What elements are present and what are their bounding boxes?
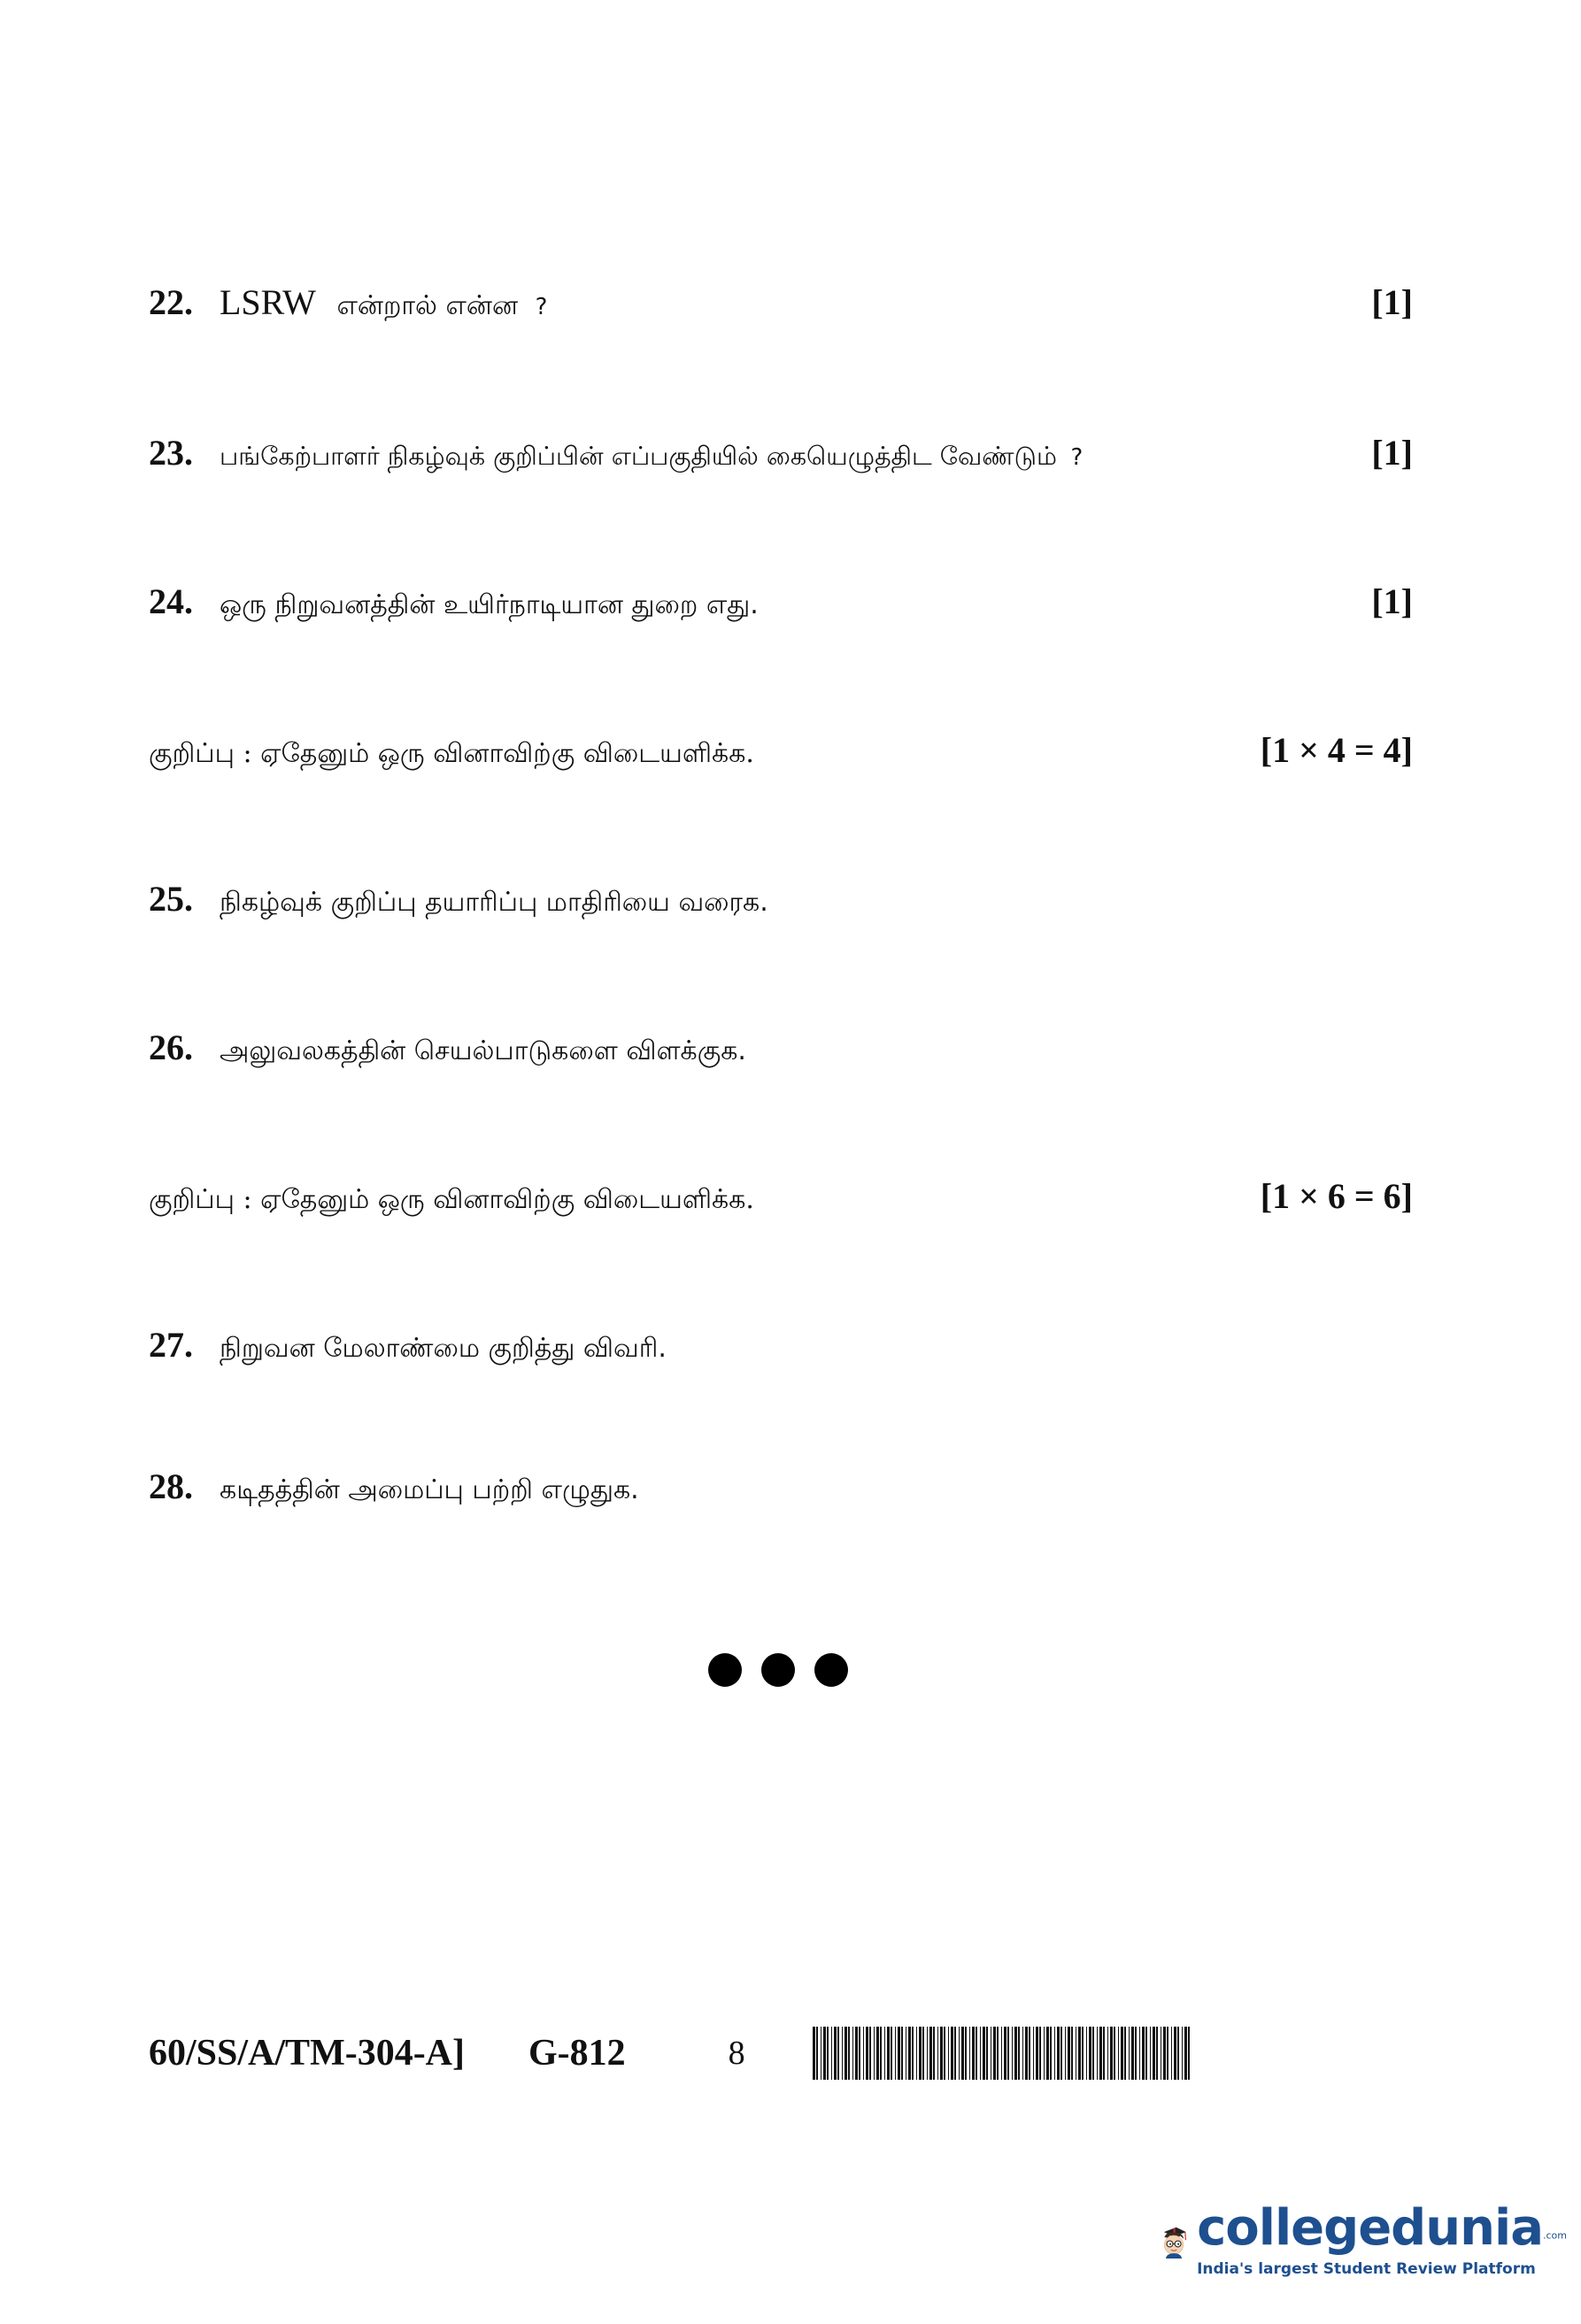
dot	[814, 1653, 848, 1687]
question-number: 22.	[149, 282, 193, 322]
question-text-tamil: என்றால் என்ன	[336, 290, 519, 321]
barcode-bar	[1007, 2027, 1009, 2080]
dot	[761, 1653, 795, 1687]
barcode-bar	[922, 2027, 924, 2080]
question-number: 25.	[149, 879, 193, 919]
barcode-bar	[1018, 2027, 1020, 2080]
barcode-bar	[1097, 2027, 1098, 2080]
barcode-bar	[874, 2027, 875, 2080]
barcode-bar	[1171, 2027, 1172, 2080]
barcode-bar	[1121, 2027, 1123, 2080]
barcode-bar	[895, 2027, 896, 2080]
barcode-bar	[1124, 2027, 1126, 2080]
barcode-bar	[997, 2027, 999, 2080]
question-text: நிறுவன மேலாண்மை குறித்து விவரி.	[220, 1333, 667, 1364]
page-number: 8	[728, 2035, 745, 2072]
question-mark: ?	[535, 294, 548, 320]
note-text: குறிப்பு : ஏதேனும் ஒரு வினாவிற்கு விடையளிக்க.	[149, 738, 754, 769]
question-24	[149, 581, 1413, 624]
barcode-bar	[887, 2027, 890, 2080]
barcode-bar	[1145, 2027, 1147, 2080]
barcode-bar	[1135, 2027, 1137, 2080]
note-text: குறிப்பு : ஏதேனும் ஒரு வினாவிற்கு விடையளிக்க.	[149, 1184, 754, 1215]
question-25	[149, 878, 1413, 921]
barcode-bar	[919, 2027, 922, 2080]
barcode-bar	[1163, 2027, 1166, 2080]
question-26	[149, 1027, 1413, 1070]
barcode-bar	[1089, 2027, 1091, 2080]
question-text: நிகழ்வுக் குறிப்பு தயாரிப்பு மாதிரியை வரைக.	[220, 887, 768, 918]
logo-suffix: .com	[1543, 2229, 1567, 2242]
question-text-tamil: பங்கேற்பாளர் நிகழ்வுக் குறிப்பின் எப்பகுதியில் கையெழுத்திட வேண்டும்	[220, 442, 1057, 471]
barcode-bar	[959, 2027, 960, 2080]
barcode-bar	[983, 2027, 985, 2080]
barcode-bar	[986, 2027, 988, 2080]
barcode-bar	[961, 2027, 964, 2080]
collegedunia-logo	[1160, 2170, 1567, 2312]
barcode-bar	[948, 2027, 949, 2080]
barcode-bar	[1029, 2027, 1030, 2080]
barcode-bar	[1139, 2027, 1140, 2080]
barcode-bar	[916, 2027, 917, 2080]
barcode-bar	[951, 2027, 953, 2080]
question-marks: [1]	[1371, 581, 1413, 621]
barcode-bar	[1046, 2027, 1049, 2080]
barcode-bar	[1114, 2027, 1115, 2080]
barcode-bar	[1103, 2027, 1105, 2080]
barcode-bar	[1078, 2027, 1081, 2080]
question-marks: [1]	[1371, 282, 1413, 322]
barcode-bar	[940, 2027, 943, 2080]
barcode-bar	[844, 2027, 847, 2080]
barcode-bar	[869, 2027, 871, 2080]
barcode-bar	[1004, 2027, 1006, 2080]
barcode-bar	[1142, 2027, 1145, 2080]
barcode-bar	[1086, 2027, 1087, 2080]
barcode-bar	[933, 2027, 935, 2080]
barcode-bar	[927, 2027, 928, 2080]
barcode-bar	[1014, 2027, 1017, 2080]
barcode-bar	[1182, 2027, 1183, 2080]
question-marks: [1]	[1371, 433, 1413, 473]
barcode-bar	[1039, 2027, 1041, 2080]
barcode-bar	[993, 2027, 996, 2080]
barcode-bar	[1092, 2027, 1094, 2080]
barcode-bar	[1118, 2027, 1119, 2080]
question-text: கடிதத்தின் அமைப்பு பற்றி எழுதுக.	[220, 1474, 639, 1505]
barcode-bar	[1107, 2027, 1108, 2080]
barcode-bar	[1188, 2027, 1190, 2080]
question-text-latin: LSRW	[220, 282, 316, 322]
barcode-bar	[1177, 2027, 1179, 2080]
paper-code: 60/SS/A/TM-304-A]	[149, 2033, 465, 2074]
barcode-bar	[1044, 2027, 1045, 2080]
question-text: அலுவலகத்தின் செயல்பாடுகளை விளக்குக.	[220, 1035, 746, 1066]
barcode-bar	[980, 2027, 981, 2080]
barcode-bar	[816, 2027, 818, 2080]
barcode-bar	[1153, 2027, 1155, 2080]
question-27	[149, 1324, 1413, 1367]
question-text	[220, 441, 1353, 474]
barcode-image	[813, 2027, 1193, 2080]
barcode-bar	[929, 2027, 932, 2080]
barcode-bar	[823, 2027, 826, 2080]
barcode-bar	[876, 2027, 879, 2080]
barcode-bar	[837, 2027, 839, 2080]
barcode-bar	[908, 2027, 911, 2080]
series-code: G-812	[528, 2033, 626, 2074]
barcode-bar	[1065, 2027, 1066, 2080]
question-number: 28.	[149, 1466, 193, 1506]
barcode-bar	[1050, 2027, 1052, 2080]
section-note	[149, 729, 1413, 773]
barcode-bar	[901, 2027, 903, 2080]
question-text: ஒரு நிறுவனத்தின் உயிர்நாடியான துறை எது.	[220, 589, 759, 620]
barcode-bar	[954, 2027, 956, 2080]
barcode-bar	[1001, 2027, 1002, 2080]
barcode-bar	[1022, 2027, 1023, 2080]
question-28	[149, 1466, 1413, 1509]
note-marks: [1 × 4 = 4]	[1260, 730, 1413, 770]
barcode-bar	[1131, 2027, 1134, 2080]
question-number: 26.	[149, 1027, 193, 1067]
barcode-bar	[884, 2027, 885, 2080]
barcode-bar	[1082, 2027, 1084, 2080]
question-22	[149, 281, 1413, 325]
barcode-bar	[1110, 2027, 1113, 2080]
barcode-bar	[1167, 2027, 1168, 2080]
barcode-bar	[891, 2027, 892, 2080]
barcode-bar	[937, 2027, 938, 2080]
barcode-bar	[831, 2027, 832, 2080]
question-mark: ?	[1070, 444, 1084, 471]
logo-text	[1197, 2199, 1567, 2278]
barcode-bar	[827, 2027, 829, 2080]
barcode-bar	[842, 2027, 843, 2080]
barcode-bar	[1054, 2027, 1055, 2080]
barcode-bar	[863, 2027, 864, 2080]
barcode-bar	[1033, 2027, 1034, 2080]
barcode-bar	[944, 2027, 945, 2080]
barcode-bar	[1025, 2027, 1028, 2080]
end-of-paper-dots	[708, 1653, 848, 1687]
barcode-bar	[972, 2027, 975, 2080]
barcode-bar	[852, 2027, 853, 2080]
barcode-bar	[976, 2027, 977, 2080]
barcode-bar	[855, 2027, 858, 2080]
barcode-bar	[859, 2027, 860, 2080]
question-number: 23.	[149, 433, 193, 473]
barcode-bar	[813, 2027, 815, 2080]
dot	[708, 1653, 742, 1687]
barcode-bar	[1099, 2027, 1102, 2080]
question-23	[149, 432, 1413, 474]
section-note	[149, 1175, 1413, 1219]
barcode-bar	[965, 2027, 967, 2080]
barcode-bar	[1150, 2027, 1151, 2080]
logo-tagline: India's largest Student Review Platform	[1197, 2260, 1536, 2278]
question-number: 27.	[149, 1325, 193, 1365]
barcode-bar	[1129, 2027, 1130, 2080]
note-marks: [1 × 6 = 6]	[1260, 1176, 1413, 1216]
barcode-bar	[1174, 2027, 1176, 2080]
page-footer	[149, 2027, 1193, 2080]
barcode-bar	[912, 2027, 914, 2080]
barcode-bar	[1068, 2027, 1070, 2080]
barcode-bar	[1012, 2027, 1013, 2080]
barcode-bar	[969, 2027, 970, 2080]
barcode-bar	[1071, 2027, 1073, 2080]
barcode-bar	[1060, 2027, 1062, 2080]
barcode-bar	[898, 2027, 900, 2080]
barcode-bar	[848, 2027, 850, 2080]
question-text	[220, 281, 1353, 325]
barcode-bar	[1057, 2027, 1060, 2080]
barcode-bar	[1184, 2027, 1187, 2080]
barcode-bar	[834, 2027, 837, 2080]
student-mascot-icon	[1160, 2174, 1188, 2307]
question-number: 24.	[149, 581, 193, 621]
barcode-bar	[1156, 2027, 1158, 2080]
barcode-bar	[866, 2027, 868, 2080]
barcode-bar	[1036, 2027, 1038, 2080]
barcode-bar	[880, 2027, 882, 2080]
logo-brand: collegedunia	[1197, 2199, 1543, 2257]
